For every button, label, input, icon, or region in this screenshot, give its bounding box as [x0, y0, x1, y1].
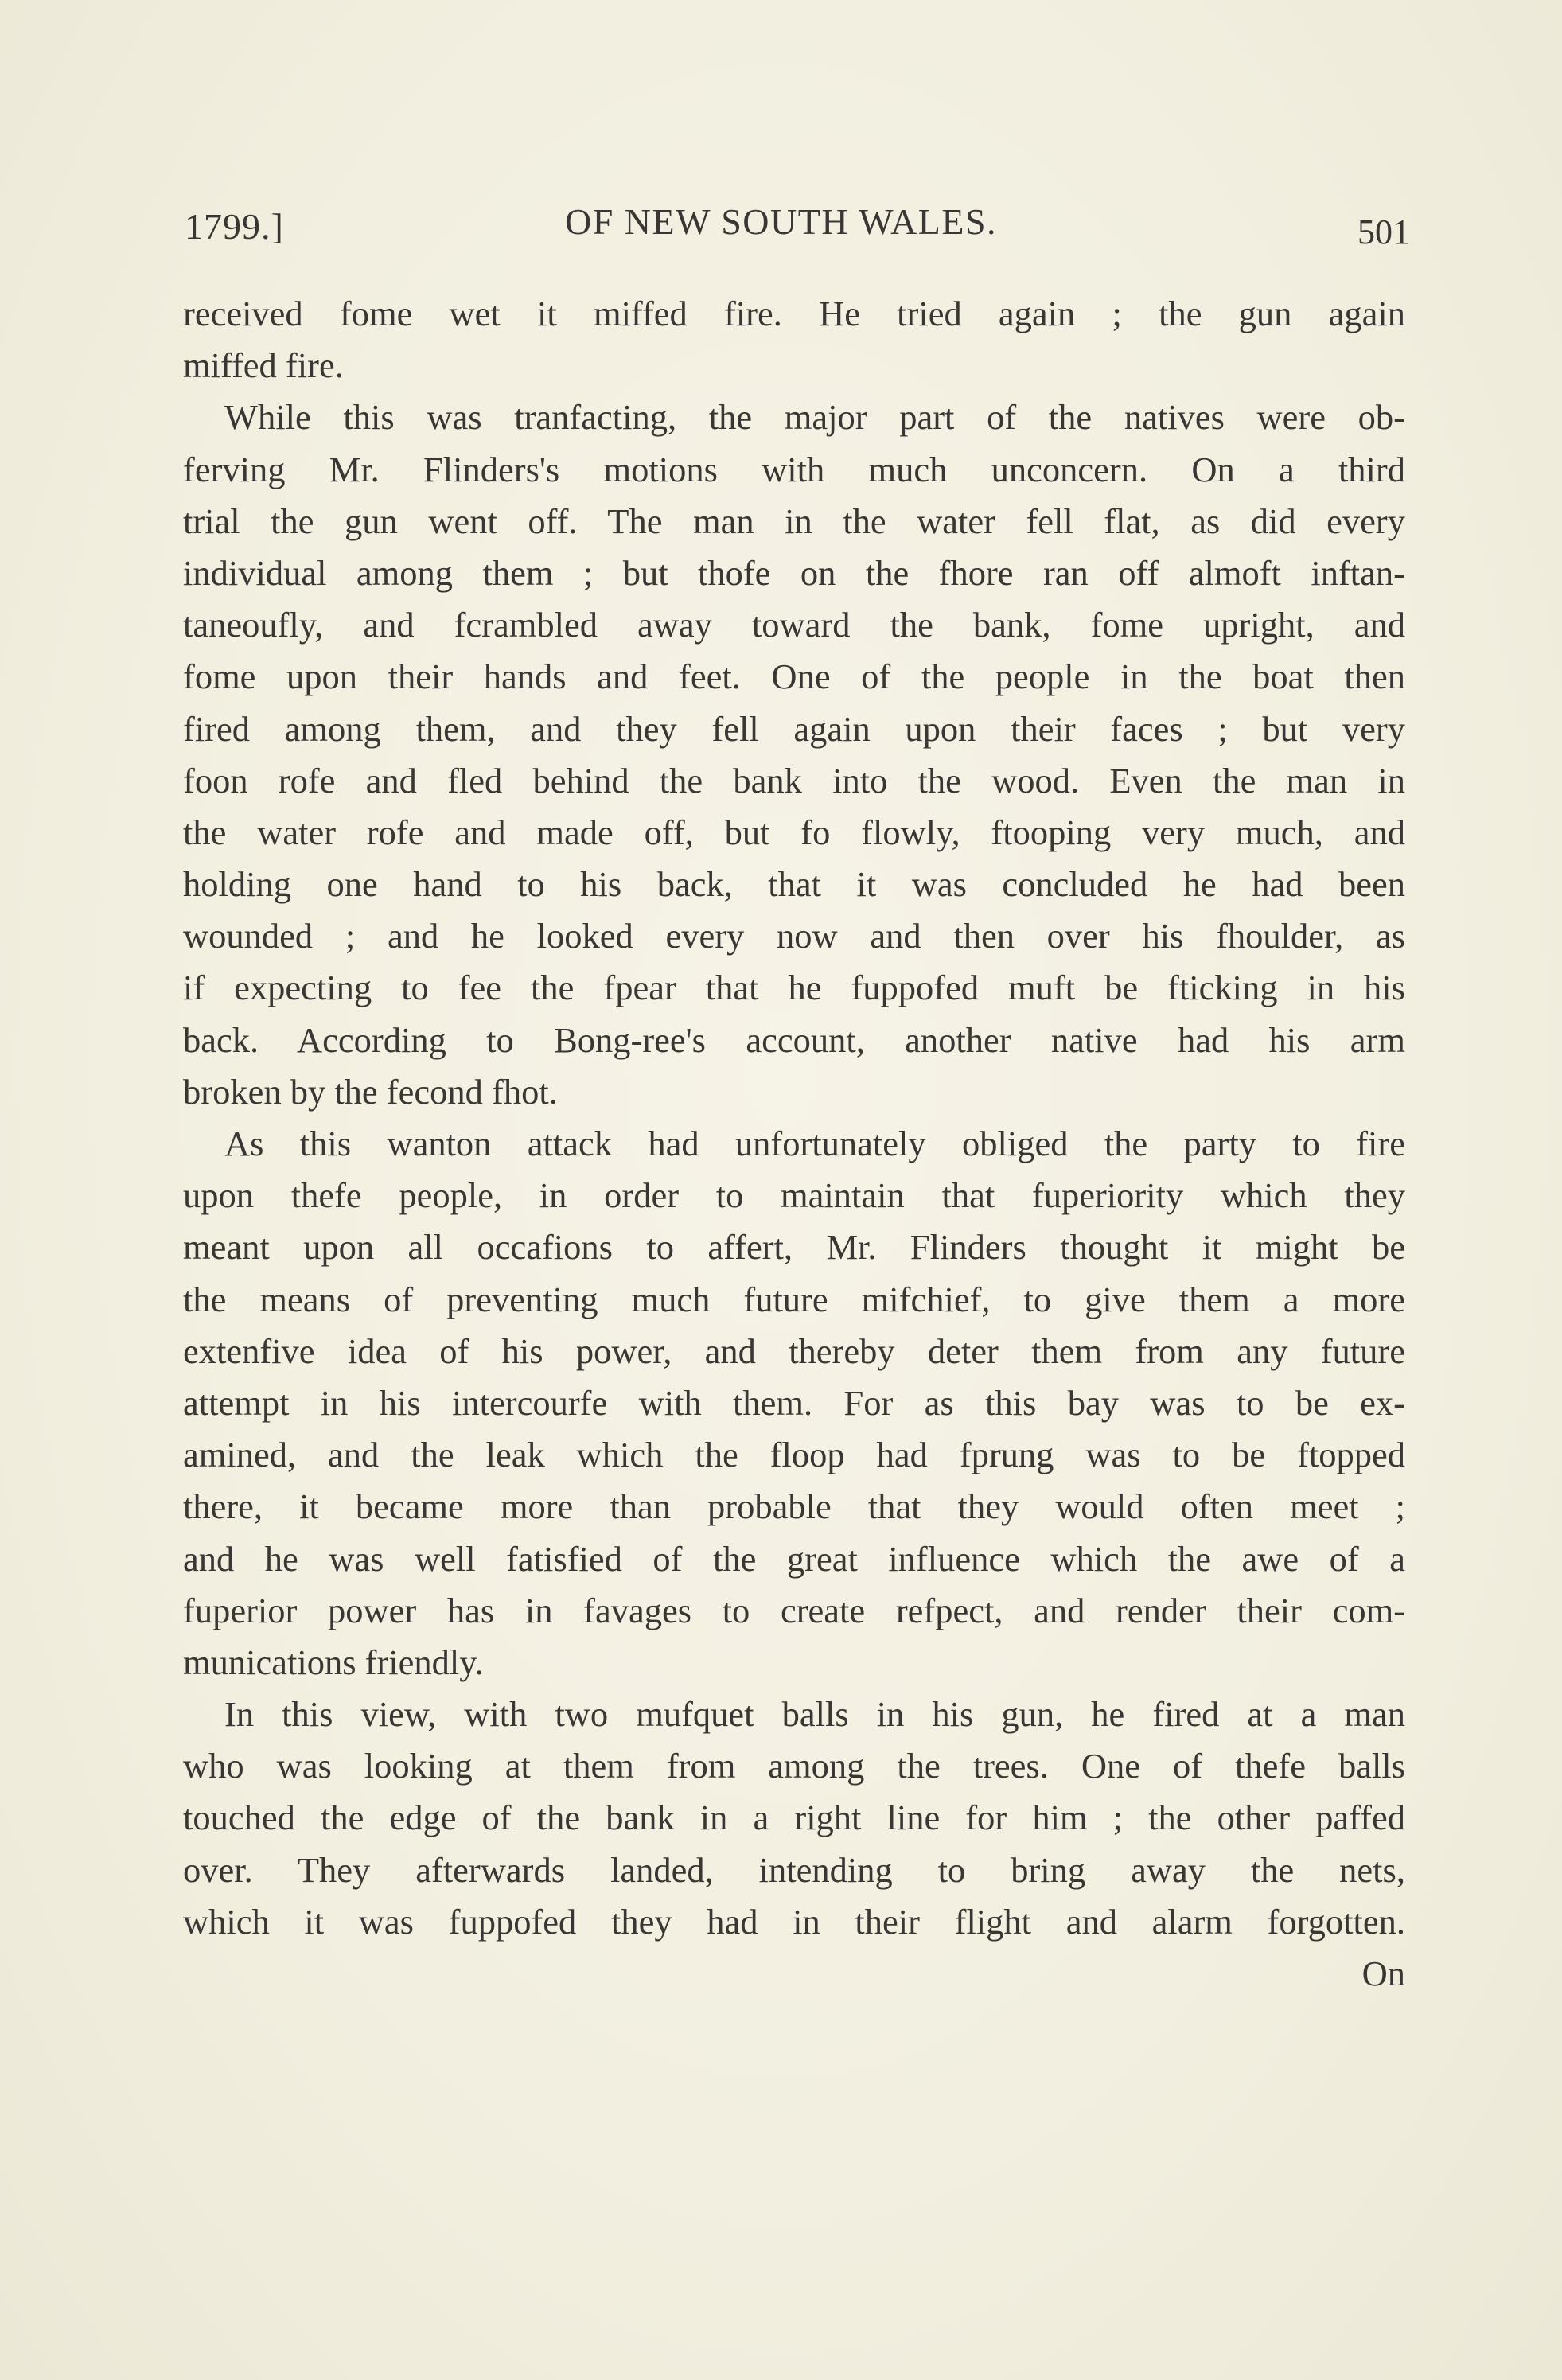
text-line: the water rofe and made off, but fo flowly, ftooping very much, and	[183, 812, 1405, 852]
text-line: upon thefe people, in order to maintain that fuperiority which they	[183, 1175, 1405, 1216]
text-line: foon rofe and fled behind the bank into the wood. Even the man in	[183, 760, 1405, 800]
text-line: if expecting to fee the fpear that he fuppofed muft be fticking in his	[183, 968, 1405, 1008]
text-line: who was looking at them from among the trees. One of thefe balls	[183, 1746, 1405, 1786]
text-line: munications friendly.	[183, 1642, 484, 1682]
text-line: received fome wet it miffed fire. He tried again ; the gun again	[183, 294, 1405, 333]
text-line: extenfive idea of his power, and thereby deter them from any future	[183, 1330, 1405, 1371]
body-text	[183, 288, 1405, 2000]
text-line: miffed fire.	[183, 345, 344, 386]
text-line: holding one hand to his back, that it was concluded he had been	[183, 864, 1405, 905]
text-line: taneoufly, and fcrambled away toward the bank, fome upright, and	[183, 605, 1405, 645]
text-line: In this view, with two mufquet balls in his gun, he fired at a man	[224, 1694, 1405, 1735]
page-number: 501	[1357, 212, 1410, 251]
text-line: While this was tranfacting, the major part of the natives were ob-	[224, 397, 1405, 438]
text-line: broken by the fecond fhot.	[183, 1071, 558, 1112]
text-line: meant upon all occafions to affert, Mr. Flinders thought it might be	[183, 1227, 1405, 1268]
text-line: fome upon their hands and feet. One of the people in the boat then	[183, 656, 1405, 697]
running-header	[185, 201, 1410, 256]
text-line: there, it became more than probable that they would often meet ;	[183, 1486, 1405, 1527]
text-line: fired among them, and they fell again upon their faces ; but very	[183, 708, 1405, 749]
text-line: the means of preventing much future mifchief, to give them a more	[183, 1279, 1405, 1319]
text-line: wounded ; and he looked every now and then over his fhoulder, as	[183, 916, 1405, 956]
text-line: fuperior power has in favages to create refpect, and render their com-	[183, 1590, 1405, 1630]
text-line: ferving Mr. Flinders's motions with much unconcern. On a third	[183, 449, 1405, 489]
text-line: amined, and the leak which the floop had fprung was to be ftopped	[183, 1435, 1405, 1475]
text-line: back. According to Bong-ree's account, another native had his arm	[183, 1019, 1405, 1060]
text-line: As this wanton attack had unfortunately obliged the party to fire	[224, 1124, 1405, 1163]
catchword: On	[1361, 1953, 1405, 1993]
text-line: individual among them ; but thofe on the fhore ran off almoft inftan-	[183, 552, 1405, 593]
running-header-year: 1799.]	[185, 206, 284, 247]
running-header-title: OF NEW SOUTH WALES.	[565, 201, 998, 242]
text-line: trial the gun went off. The man in the water fell flat, as did every	[183, 501, 1405, 541]
text-line: and he was well fatisfied of the great influence which the awe of a	[183, 1538, 1405, 1579]
text-line: over. They afterwards landed, intending to bring away the nets,	[183, 1849, 1405, 1890]
text-line: touched the edge of the bank in a right line for him ; the other paffed	[183, 1798, 1405, 1838]
text-line: attempt in his intercourfe with them. For as this bay was to be ex-	[183, 1382, 1405, 1423]
text-line: which it was fuppofed they had in their flight and alarm forgotten.	[183, 1901, 1405, 1942]
